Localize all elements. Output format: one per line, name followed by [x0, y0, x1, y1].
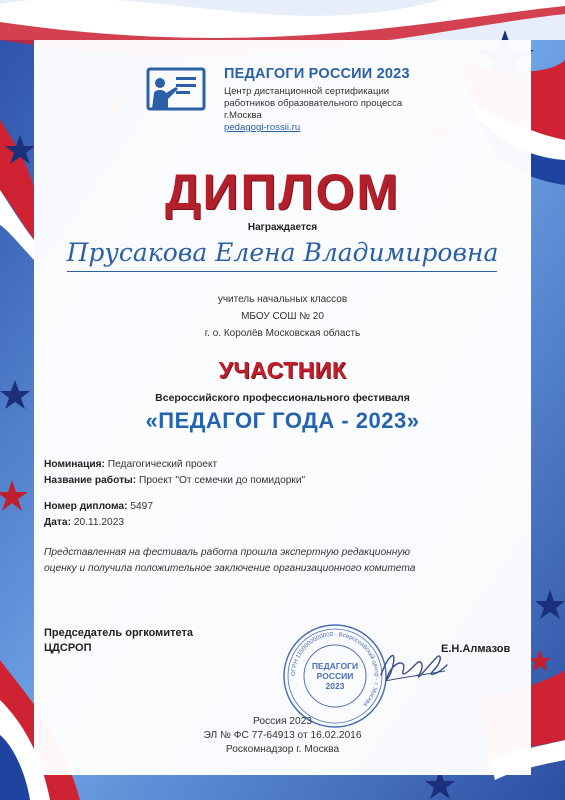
footer-line-3: Роскомнадзор г. Москва — [225, 744, 340, 755]
date-label: Дата: — [44, 517, 71, 528]
org-line-2: работников образовательного процесса — [224, 98, 403, 109]
description-line-2: оценку и получила положительное заключение организационного комитета — [44, 563, 416, 575]
name-underline — [67, 271, 497, 272]
awarded-label: Награждается — [247, 222, 318, 233]
org-line-1: Центр дистанционной сертификации — [224, 86, 390, 97]
chair-title — [44, 626, 193, 656]
nomination-label: Номинация: — [44, 459, 105, 470]
footer-line-1: Россия 2023 — [253, 716, 312, 727]
work-title-label: Название работы: — [44, 475, 137, 486]
diploma-number-value: 5497 — [130, 501, 153, 512]
date-value: 20.11.2023 — [73, 517, 125, 528]
diploma-title: ДИПЛОМ — [164, 164, 401, 220]
position-line-1: учитель начальных классов — [217, 294, 348, 305]
org-title: ПЕДАГОГИ РОССИИ 2023 — [224, 66, 410, 82]
stamp-line-3: 2023 — [325, 681, 345, 691]
chair-line-2: ЦДСРОП — [44, 641, 92, 654]
position-line-3: г. о. Королёв Московская область — [204, 328, 361, 339]
diploma-number-row — [44, 501, 153, 512]
nomination-row — [44, 459, 217, 470]
footer-line-2: ЭЛ № ФС 77-64913 от 16.02.2016 — [203, 730, 362, 741]
org-line-3: г.Москва — [224, 110, 262, 121]
stamp-line-1: ПЕДАГОГИ — [311, 661, 359, 671]
chair-line-1: Председатель оргкомитета — [44, 627, 193, 639]
date-row — [44, 517, 124, 528]
signer-name: Е.Н.Алмазов — [441, 643, 511, 655]
festival-subtitle: Всероссийского профессионального фестиваля — [155, 392, 410, 404]
participant-status: УЧАСТНИК — [218, 357, 347, 383]
recipient-name: Прусакова Елена Владимировна — [66, 238, 499, 267]
position-line-2: МБОУ СОШ № 20 — [241, 311, 324, 322]
stamp-ring-text: ОГРН 1150000000000 · Всероссийский центр · г. Москва — [290, 631, 380, 708]
presentation-board-icon — [146, 67, 206, 117]
description-line-1: Представленная на фестиваль работа прошла экспертную редакционную — [44, 547, 411, 558]
stamp-line-2: РОССИИ — [316, 671, 354, 681]
description — [44, 545, 484, 578]
diploma-number-label: Номер диплома: — [44, 501, 128, 512]
org-website-link[interactable]: pedagogi-rossii.ru — [224, 122, 301, 133]
work-title-row — [44, 475, 305, 486]
festival-name: «ПЕДАГОГ ГОДА - 2023» — [145, 408, 420, 433]
work-title-value: Проект "От семечки до помидорки" — [139, 475, 306, 486]
nomination-value: Педагогический проект — [107, 459, 218, 470]
